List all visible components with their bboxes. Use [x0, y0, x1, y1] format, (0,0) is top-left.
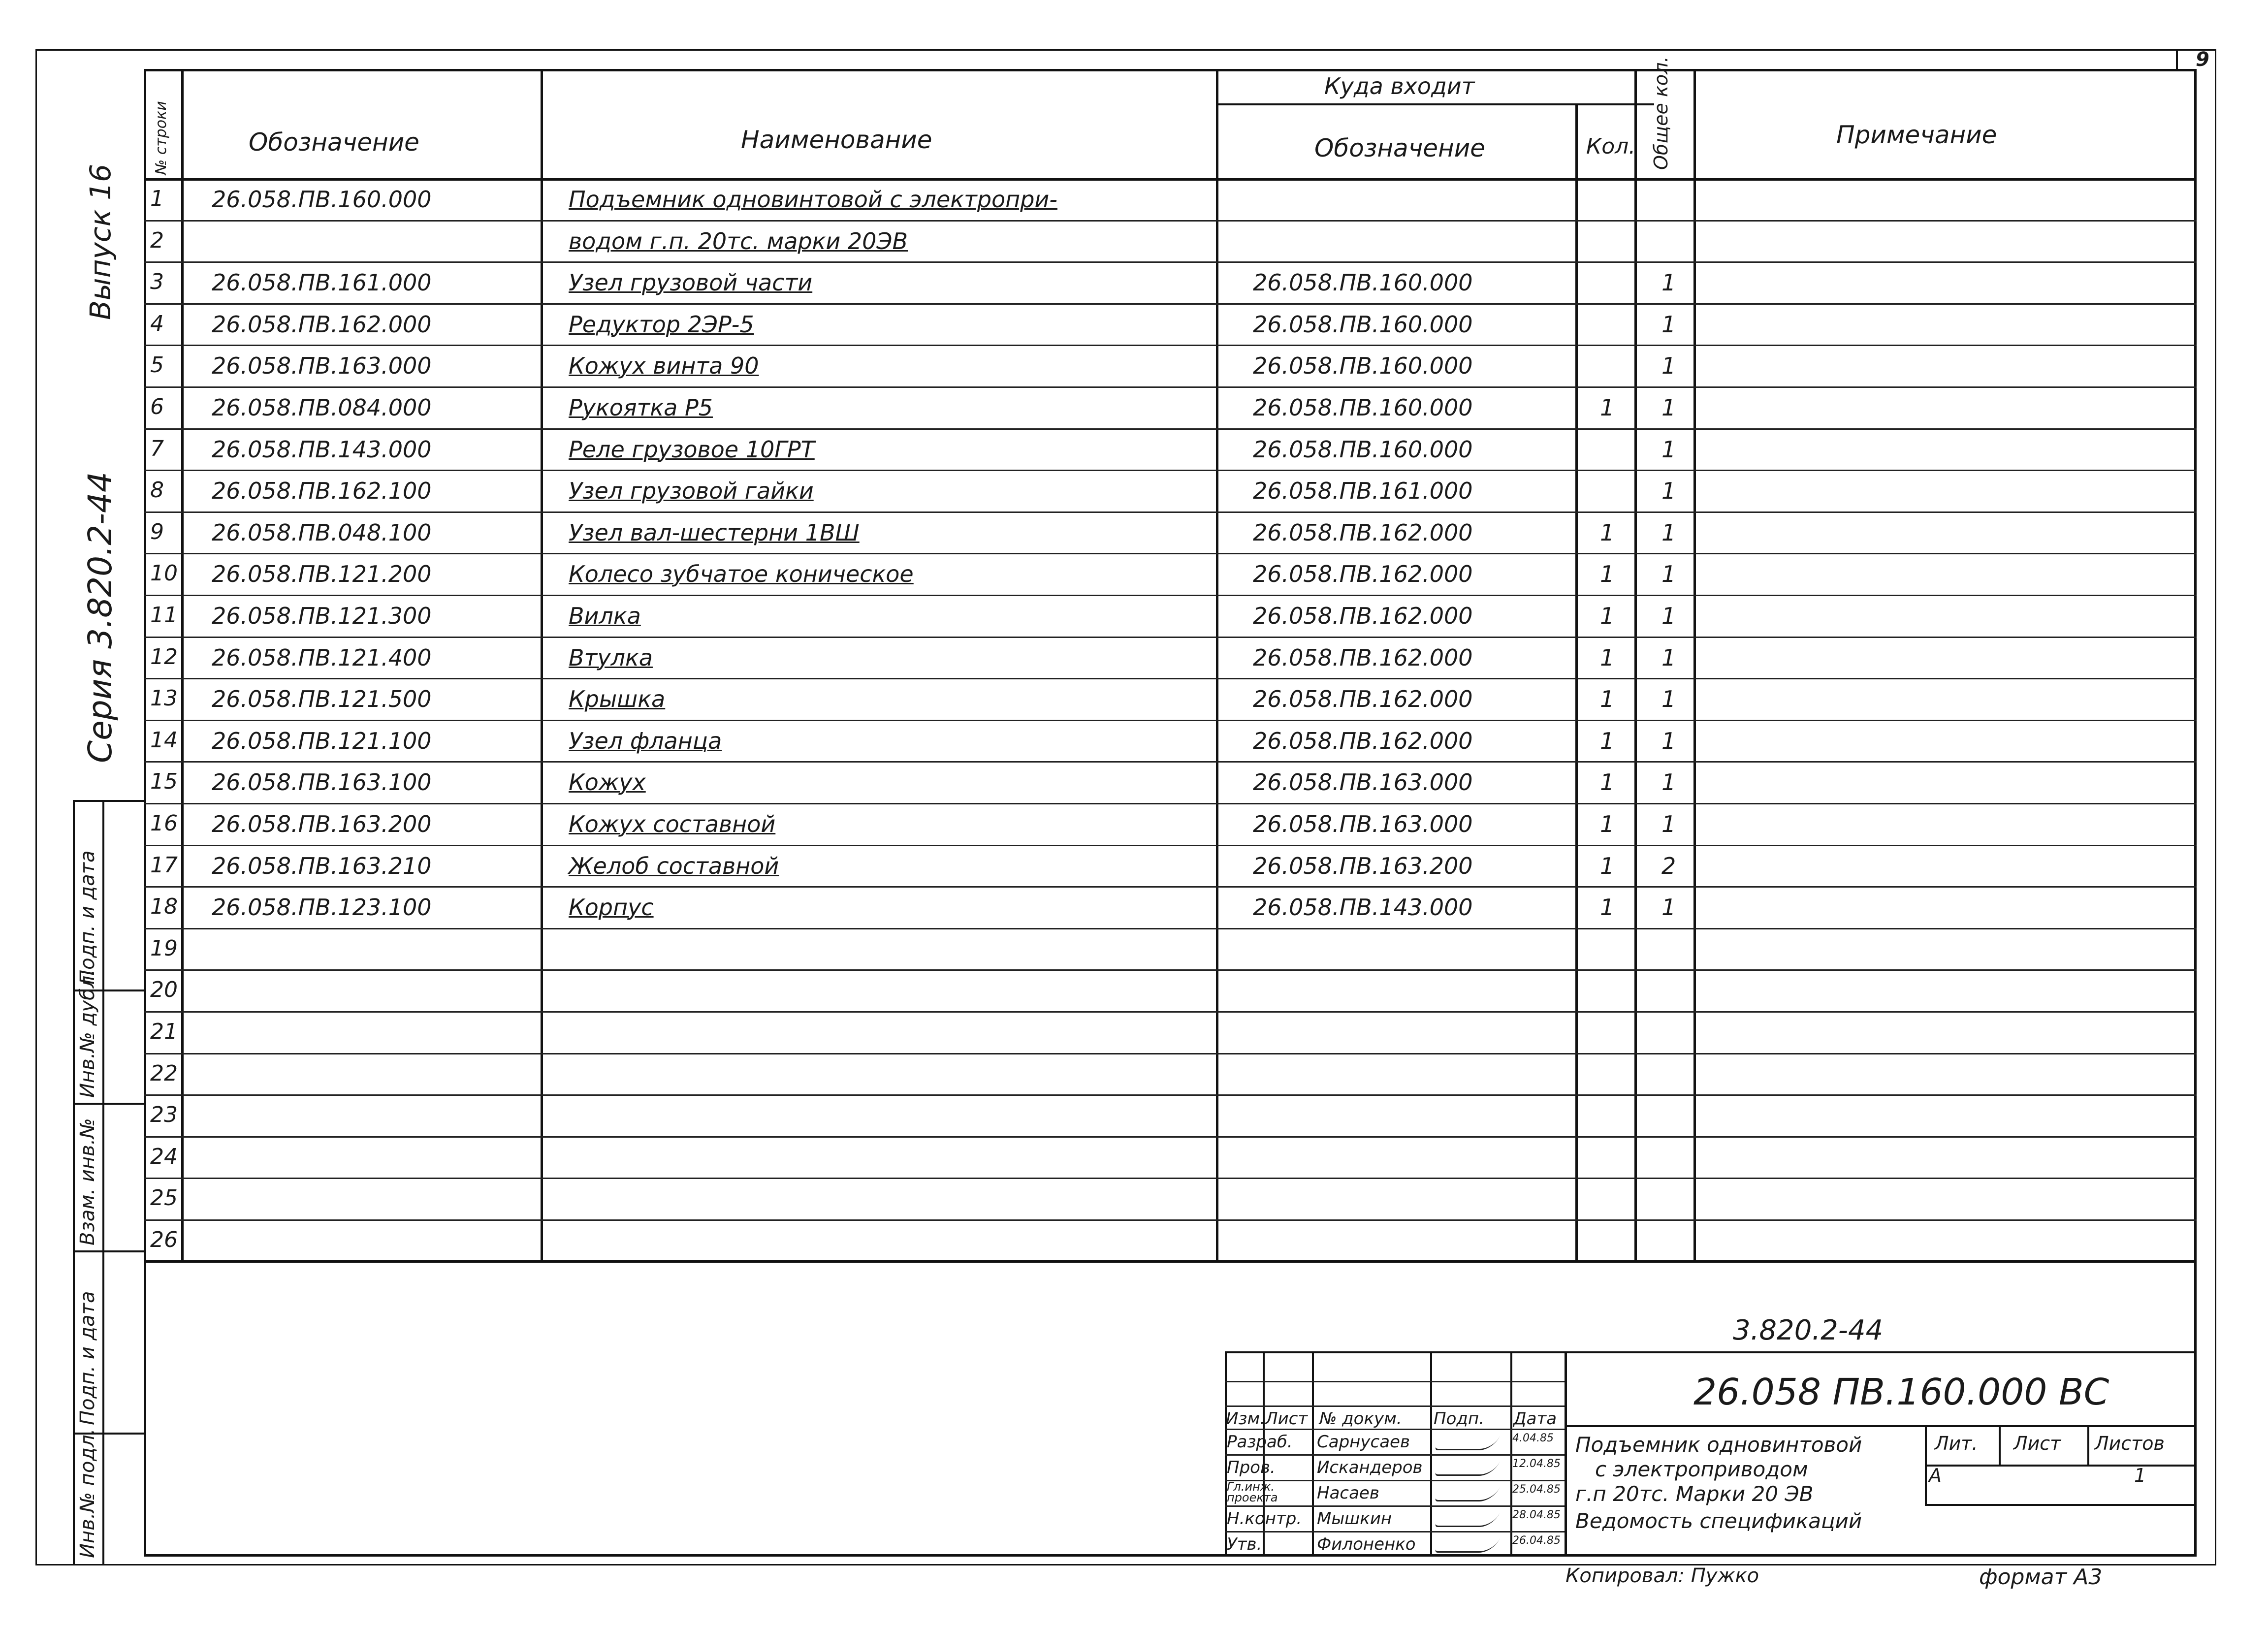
- tb-header-izm: Изм.: [1226, 1409, 1265, 1429]
- row-name: Колесо зубчатое коническое: [569, 561, 914, 588]
- row-total-qty: 1: [1661, 769, 1676, 796]
- row-used-in: 26.058.ПВ.162.000: [1253, 727, 1473, 754]
- row-used-in: 26.058.ПВ.162.000: [1253, 519, 1473, 546]
- row-divider: [144, 595, 2197, 596]
- tb-title-line-4: Ведомость спецификаций: [1575, 1509, 1862, 1533]
- row-used-in: 26.058.ПВ.162.000: [1253, 603, 1473, 629]
- stamp-column-left: [73, 800, 75, 1564]
- tb-listov-left: [2087, 1425, 2089, 1465]
- row-number: 1: [150, 186, 164, 211]
- row-divider: [144, 470, 2197, 471]
- row-name: Рукоятка Р5: [569, 394, 713, 421]
- title-series-code: 3.820.2-44: [1733, 1314, 1884, 1346]
- row-total-qty: 1: [1661, 311, 1676, 338]
- tb-row-divider: [1225, 1429, 1565, 1430]
- row-divider: [144, 511, 2197, 513]
- table-bottom-line: [144, 1260, 2197, 1263]
- row-qty: 1: [1600, 561, 1615, 588]
- tb-lit-value: А: [1929, 1465, 1942, 1486]
- row-divider: [144, 386, 2197, 388]
- row-divider: [144, 553, 2197, 554]
- stamp-label-4: Подп. и дата: [76, 1291, 99, 1425]
- row-designation: 26.058.ПВ.163.100: [212, 769, 432, 796]
- tb-document-code: 26.058 ПВ.160.000 ВС: [1693, 1371, 2109, 1413]
- row-name: Редуктор 2ЭР-5: [569, 311, 754, 338]
- row-divider: [144, 1053, 2197, 1054]
- row-used-in: 26.058.ПВ.160.000: [1253, 269, 1473, 296]
- row-total-qty: 1: [1661, 603, 1676, 629]
- side-label-seriya: Серия 3.820.2-44: [81, 472, 119, 763]
- stamp-sep-3: [73, 1250, 144, 1252]
- header-bottom-line: [144, 178, 2197, 181]
- row-qty: 1: [1600, 644, 1615, 671]
- row-designation: 26.058.ПВ.121.300: [212, 603, 432, 629]
- row-number: 11: [150, 603, 178, 628]
- row-divider: [144, 1219, 2197, 1221]
- stamp-label-1: Подп. и дата: [76, 850, 99, 985]
- row-divider: [144, 1011, 2197, 1013]
- stamp-label-5: Инв.№ подл.: [76, 1428, 99, 1558]
- row-name: Узел фланца: [569, 727, 722, 754]
- tb-row-divider: [1225, 1454, 1565, 1456]
- row-qty: 1: [1600, 686, 1615, 713]
- row-number: 21: [150, 1019, 178, 1044]
- row-number: 19: [150, 935, 178, 961]
- header-name: Наименование: [741, 126, 932, 154]
- row-qty: 1: [1600, 894, 1615, 921]
- row-designation: 26.058.ПВ.162.100: [212, 478, 432, 505]
- row-designation: 26.058.ПВ.143.000: [212, 436, 432, 463]
- col-line-usedin: [1575, 103, 1578, 1260]
- row-number: 18: [150, 894, 178, 920]
- row-used-in: 26.058.ПВ.163.200: [1253, 852, 1473, 879]
- tb-list-left: [1999, 1425, 2001, 1465]
- row-total-qty: 1: [1661, 394, 1676, 421]
- tb-person-name: Насаев: [1317, 1483, 1379, 1503]
- tb-person-role: Разраб.: [1227, 1432, 1293, 1452]
- row-total-qty: 1: [1661, 352, 1676, 380]
- tb-title-line-2: с электроприводом: [1595, 1457, 1808, 1481]
- row-number: 23: [150, 1102, 178, 1128]
- main-frame: [144, 69, 2197, 1557]
- row-qty: 1: [1600, 811, 1615, 837]
- header-qty: Кол.: [1586, 134, 1636, 159]
- col-line-qty: [1634, 69, 1637, 1260]
- row-designation: 26.058.ПВ.163.210: [212, 852, 432, 879]
- tb-person-role: Утв.: [1227, 1534, 1262, 1554]
- tb-listov-label: Листов: [2095, 1433, 2165, 1454]
- row-divider: [144, 928, 2197, 929]
- header-note: Примечание: [1836, 121, 1997, 149]
- row-divider: [144, 261, 2197, 263]
- tb-format: формат А3: [1979, 1564, 2103, 1590]
- row-number: 3: [150, 269, 164, 295]
- row-qty: 1: [1600, 394, 1615, 421]
- row-used-in: 26.058.ПВ.162.000: [1253, 644, 1473, 671]
- row-name: водом г.п. 20тс. марки 20ЭВ: [569, 227, 908, 255]
- row-number: 24: [150, 1144, 178, 1169]
- row-divider: [144, 803, 2197, 804]
- col-line-designation: [541, 69, 543, 1260]
- row-name: Корпус: [569, 894, 654, 921]
- row-designation: 26.058.ПВ.163.200: [212, 811, 432, 837]
- tb-person-role: Гл.инж. проекта: [1227, 1480, 1278, 1504]
- header-designation: Обозначение: [249, 128, 419, 157]
- header-where-used-designation: Обозначение: [1314, 134, 1485, 162]
- row-divider: [144, 845, 2197, 846]
- row-divider: [144, 1136, 2197, 1138]
- row-used-in: 26.058.ПВ.163.000: [1253, 769, 1473, 796]
- stamp-column-mid: [102, 800, 104, 1564]
- row-total-qty: 1: [1661, 561, 1676, 588]
- tb-person-name: Сарнусаев: [1317, 1432, 1410, 1452]
- tb-row-divider: [1225, 1480, 1565, 1481]
- tb-person-date: 4.04.85: [1512, 1432, 1554, 1444]
- col-line-name: [1216, 69, 1218, 1260]
- row-designation: 26.058.ПВ.123.100: [212, 894, 432, 921]
- row-divider: [144, 678, 2197, 679]
- row-designation: 26.058.ПВ.048.100: [212, 519, 432, 546]
- side-label-vypusk: Выпуск 16: [84, 164, 117, 320]
- row-divider: [144, 428, 2197, 430]
- row-used-in: 26.058.ПВ.160.000: [1253, 352, 1473, 380]
- row-designation: 26.058.ПВ.163.000: [212, 352, 432, 380]
- row-total-qty: 1: [1661, 519, 1676, 546]
- tb-person-role: Пров.: [1227, 1458, 1276, 1477]
- row-qty: 1: [1600, 519, 1615, 546]
- tb-person-date: 26.04.85: [1512, 1534, 1561, 1547]
- row-name: Узел вал-шестерни 1ВШ: [569, 519, 860, 546]
- tb-row-divider: [1225, 1531, 1565, 1532]
- row-total-qty: 1: [1661, 727, 1676, 754]
- row-qty: 1: [1600, 852, 1615, 879]
- row-name: Узел грузовой гайки: [569, 478, 814, 505]
- row-divider: [144, 761, 2197, 763]
- row-number: 2: [150, 227, 164, 253]
- row-divider: [144, 637, 2197, 638]
- tb-listov-value: 1: [2134, 1465, 2146, 1486]
- tb-left-top: [1225, 1351, 1565, 1353]
- row-qty: 1: [1600, 727, 1615, 754]
- tb-list-label: Лист: [2013, 1433, 2061, 1454]
- row-designation: 26.058.ПВ.121.500: [212, 686, 432, 713]
- row-name: Кожух составной: [569, 811, 776, 837]
- row-number: 12: [150, 644, 178, 670]
- row-number: 8: [150, 478, 164, 503]
- row-number: 25: [150, 1185, 178, 1211]
- stamp-top: [73, 800, 144, 802]
- row-number: 10: [150, 561, 178, 586]
- stamp-sep-2: [73, 1103, 144, 1105]
- row-divider: [144, 220, 2197, 222]
- tb-header-sign: Подп.: [1434, 1409, 1484, 1429]
- row-used-in: 26.058.ПВ.162.000: [1253, 686, 1473, 713]
- row-total-qty: 1: [1661, 811, 1676, 837]
- tb-header-date: Дата: [1513, 1409, 1557, 1429]
- tb-code-top: [1565, 1351, 2197, 1353]
- row-divider: [144, 345, 2197, 346]
- row-number: 6: [150, 394, 164, 419]
- corner-box-line: [2176, 49, 2178, 69]
- row-used-in: 26.058.ПВ.143.000: [1253, 894, 1473, 921]
- row-name: Желоб составной: [569, 852, 779, 879]
- tb-person-date: 12.04.85: [1512, 1458, 1561, 1470]
- row-name: Вилка: [569, 603, 641, 629]
- tb-person-date: 28.04.85: [1512, 1509, 1561, 1521]
- tb-person-name: Филоненко: [1317, 1534, 1416, 1554]
- tb-person-role: Н.контр.: [1227, 1509, 1302, 1529]
- sheet-corner-number: 9: [2196, 48, 2209, 71]
- row-total-qty: 2: [1661, 852, 1676, 879]
- row-designation: 26.058.ПВ.162.000: [212, 311, 432, 338]
- tb-header-docno: № докум.: [1319, 1409, 1402, 1429]
- tb-row-divider: [1225, 1381, 1565, 1382]
- row-qty: 1: [1600, 769, 1615, 796]
- row-total-qty: 1: [1661, 686, 1676, 713]
- row-name: Втулка: [569, 644, 653, 671]
- row-number: 5: [150, 352, 164, 378]
- row-name: Реле грузовое 10ГРТ: [569, 436, 815, 463]
- row-total-qty: 1: [1661, 644, 1676, 671]
- row-name: Кожух винта 90: [569, 352, 759, 380]
- tb-row-divider: [1225, 1405, 1565, 1407]
- row-designation: 26.058.ПВ.160.000: [212, 186, 432, 213]
- tb-title-line-3: г.п 20тс. Марки 20 ЭВ: [1575, 1482, 1814, 1506]
- row-number: 9: [150, 519, 164, 544]
- row-designation: 26.058.ПВ.161.000: [212, 269, 432, 296]
- row-name: Крышка: [569, 686, 666, 713]
- row-total-qty: 1: [1661, 436, 1676, 463]
- tb-person-name: Искандеров: [1317, 1458, 1423, 1477]
- row-name: Подъемник одновинтовой с электропри-: [569, 186, 1057, 213]
- row-used-in: 26.058.ПВ.160.000: [1253, 436, 1473, 463]
- row-number: 13: [150, 686, 178, 711]
- tb-person-name: Мышкин: [1317, 1509, 1392, 1529]
- row-total-qty: 1: [1661, 894, 1676, 921]
- row-name: Кожух: [569, 769, 646, 796]
- row-designation: 26.058.ПВ.121.400: [212, 644, 432, 671]
- tb-code-bottom: [1565, 1425, 2197, 1427]
- row-number: 22: [150, 1060, 178, 1086]
- header-total-qty: Общее кол.: [1650, 56, 1672, 170]
- row-used-in: 26.058.ПВ.161.000: [1253, 478, 1473, 505]
- where-used-sub-line: [1216, 103, 1654, 105]
- row-divider: [144, 886, 2197, 888]
- row-divider: [144, 1094, 2197, 1096]
- tb-header-list: Лист: [1265, 1409, 1308, 1429]
- row-designation: 26.058.ПВ.121.200: [212, 561, 432, 588]
- row-divider: [144, 303, 2197, 305]
- tb-person-date: 25.04.85: [1512, 1483, 1561, 1496]
- row-number: 20: [150, 977, 178, 1003]
- row-designation: 26.058.ПВ.121.100: [212, 727, 432, 754]
- tb-lit-label: Лит.: [1935, 1433, 1978, 1454]
- row-total-qty: 1: [1661, 269, 1676, 296]
- tb-row-divider: [1225, 1505, 1565, 1507]
- row-used-in: 26.058.ПВ.160.000: [1253, 394, 1473, 421]
- row-number: 16: [150, 811, 178, 836]
- tb-code-left: [1565, 1351, 1567, 1557]
- row-designation: 26.058.ПВ.084.000: [212, 394, 432, 421]
- tb-right-mid: [1925, 1465, 2197, 1467]
- row-used-in: 26.058.ПВ.163.000: [1253, 811, 1473, 837]
- col-line-total: [1693, 69, 1696, 1260]
- row-number: 4: [150, 311, 164, 336]
- tb-title-line-1: Подъемник одновинтовой: [1575, 1433, 1862, 1457]
- row-divider: [144, 1178, 2197, 1179]
- stamp-label-3: Взам. инв.№: [76, 1118, 99, 1245]
- row-number: 26: [150, 1227, 178, 1252]
- row-name: Узел грузовой части: [569, 269, 813, 296]
- row-number: 15: [150, 769, 178, 795]
- row-divider: [144, 969, 2197, 971]
- stamp-label-2: Инв.№ дубл.: [76, 969, 99, 1098]
- row-number: 14: [150, 727, 178, 753]
- row-number: 7: [150, 436, 164, 461]
- row-qty: 1: [1600, 603, 1615, 629]
- tb-copied-by: Копировал: Пужко: [1565, 1564, 1759, 1587]
- row-total-qty: 1: [1661, 478, 1676, 505]
- row-divider: [144, 720, 2197, 721]
- row-used-in: 26.058.ПВ.162.000: [1253, 561, 1473, 588]
- tb-lit-left: [1925, 1425, 1927, 1504]
- tb-lit-bottom: [1925, 1504, 2197, 1506]
- col-line-rownum: [181, 69, 184, 1260]
- header-where-used-group: Куда входит: [1324, 73, 1475, 99]
- header-row-no: № строки: [153, 101, 170, 175]
- row-number: 17: [150, 852, 178, 878]
- row-used-in: 26.058.ПВ.160.000: [1253, 311, 1473, 338]
